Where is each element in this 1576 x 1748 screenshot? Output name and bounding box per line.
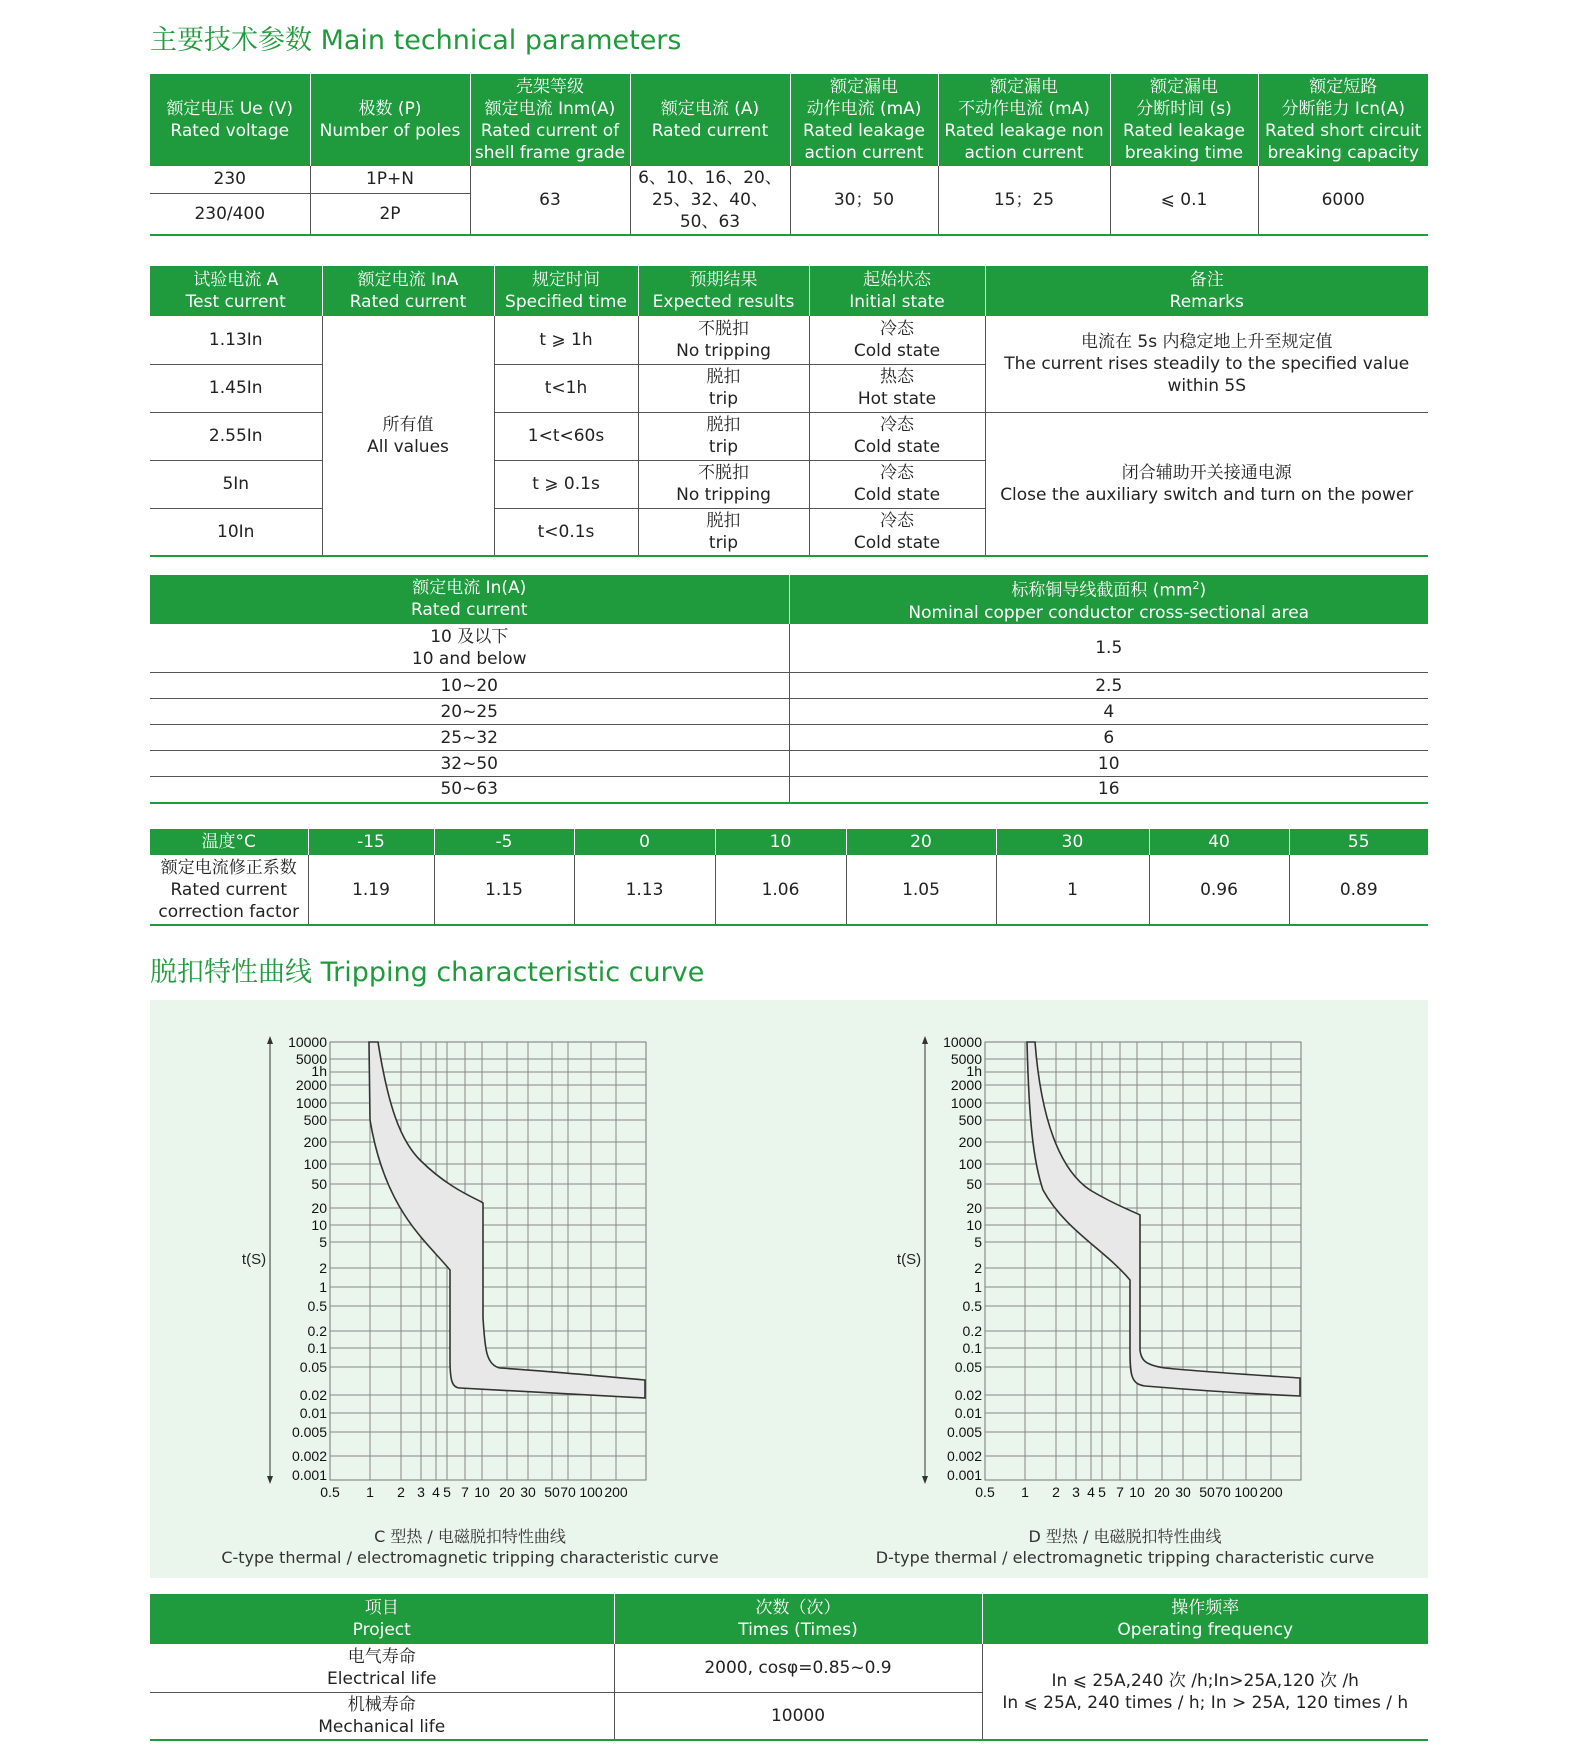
header-test-current: 试验电流 A Test current	[150, 266, 322, 316]
header-operating-frequency: 操作频率 Operating frequency	[982, 1594, 1428, 1644]
header-times: 次数（次） Times (Times)	[614, 1594, 982, 1644]
area-cell: 1.5	[789, 624, 1428, 673]
temp-cell: 40	[1149, 829, 1289, 855]
test-current-cell: 2.55In	[150, 412, 322, 460]
x-tick: 2	[1052, 1484, 1060, 1500]
y-tick: 2	[319, 1260, 327, 1276]
current-range-cell: 10 及以下 10 and below	[150, 624, 789, 673]
x-tick: 70	[560, 1484, 576, 1500]
area-cell: 6	[789, 725, 1428, 751]
y-tick: 0.001	[291, 1467, 327, 1483]
y-tick: 0.5	[307, 1298, 327, 1314]
header-rated-current: 额定电流 (A) Rated current	[630, 74, 790, 166]
x-tick: 1	[1021, 1484, 1029, 1500]
main-parameters-table	[150, 74, 1428, 236]
x-tick: 50	[1199, 1484, 1215, 1500]
x-tick: 70	[1215, 1484, 1231, 1500]
x-tick: 2	[397, 1484, 405, 1500]
y-tick: 1	[319, 1279, 327, 1295]
y-tick: 2000	[950, 1077, 982, 1093]
y-axis-label: t(S)	[896, 1251, 922, 1268]
tripping-curve-panel	[150, 1000, 1428, 1578]
rated-current-all-cell: 所有值 All values	[322, 316, 494, 556]
x-tick: 7	[1116, 1484, 1124, 1500]
header-specified-time: 规定时间 Specified time	[494, 266, 638, 316]
poles-cell: 1P+N	[310, 166, 470, 193]
y-tick: 2000	[295, 1077, 327, 1093]
y-axis-label: t(S)	[241, 1251, 267, 1268]
header-rated-current: 额定电流 InA Rated current	[322, 266, 494, 316]
expected-result-cell: 不脱扣 No tripping	[638, 460, 809, 508]
y-tick: 0.02	[954, 1387, 982, 1403]
y-tick: 0.1	[962, 1340, 982, 1356]
y-tick: 500	[303, 1112, 327, 1128]
y-tick: 5	[319, 1234, 327, 1250]
y-tick: 10	[311, 1217, 327, 1233]
y-tick: 0.005	[946, 1424, 982, 1440]
header-frame-current: 壳架等级 额定电流 Inm(A) Rated current of shell frame grade	[470, 74, 630, 166]
life-table	[150, 1594, 1428, 1741]
test-current-cell: 5In	[150, 460, 322, 508]
x-tick: 30	[520, 1484, 536, 1500]
factor-cell: 1.06	[715, 855, 846, 925]
factor-cell: 1	[996, 855, 1149, 925]
y-tick: 0.05	[299, 1359, 327, 1375]
x-tick: 4	[432, 1484, 440, 1500]
temp-cell: -5	[434, 829, 574, 855]
current-range-cell: 20~25	[150, 699, 789, 725]
y-tick: 0.005	[291, 1424, 327, 1440]
x-tick: 10	[1129, 1484, 1145, 1500]
y-tick-labels	[943, 1034, 982, 1483]
area-cell: 2.5	[789, 673, 1428, 699]
x-tick: 7	[461, 1484, 469, 1500]
y-tick: 0.01	[954, 1405, 982, 1421]
arrow-up-icon	[922, 1036, 928, 1044]
y-tick: 2	[974, 1260, 982, 1276]
remark-cell: 闭合辅助开关接通电源 Close the auxiliary switch and turn on the power	[985, 412, 1428, 556]
header-expected-results: 预期结果 Expected results	[638, 266, 809, 316]
temp-cell: 55	[1289, 829, 1428, 855]
y-tick: 0.05	[954, 1359, 982, 1375]
correction-factor-table	[150, 829, 1428, 926]
mechanical-life-cell: 机械寿命 Mechanical life	[150, 1692, 614, 1740]
temp-cell: 10	[715, 829, 846, 855]
y-tick: 100	[958, 1156, 982, 1172]
y-tick: 20	[311, 1200, 327, 1216]
x-tick: 3	[1072, 1484, 1080, 1500]
y-tick: 200	[303, 1134, 327, 1150]
factor-cell: 0.89	[1289, 855, 1428, 925]
short-circuit-cell: 6000	[1258, 166, 1428, 235]
y-tick: 0.2	[307, 1323, 327, 1339]
current-range-cell: 25~32	[150, 725, 789, 751]
expected-result-cell: 不脱扣 No tripping	[638, 316, 809, 364]
y-tick: 1h	[966, 1063, 982, 1079]
y-tick: 20	[966, 1200, 982, 1216]
x-tick: 5	[443, 1484, 451, 1500]
y-tick: 50	[311, 1176, 327, 1192]
x-tick: 200	[604, 1484, 628, 1500]
y-tick: 200	[958, 1134, 982, 1150]
area-cell: 4	[789, 699, 1428, 725]
y-tick: 0.5	[962, 1298, 982, 1314]
arrow-down-icon	[267, 1476, 273, 1484]
remark-cell: 电流在 5s 内稳定地上升至规定值 The current rises steadily to the specified value within 5S	[985, 316, 1428, 412]
frame-current-cell: 63	[470, 166, 630, 235]
initial-state-cell: 冷态 Cold state	[809, 316, 985, 364]
initial-state-cell: 热态 Hot state	[809, 364, 985, 412]
x-tick: 4	[1087, 1484, 1095, 1500]
test-current-cell: 1.13In	[150, 316, 322, 364]
header-rated-voltage: 额定电压 Ue (V) Rated voltage	[150, 74, 310, 166]
current-range-cell: 50~63	[150, 777, 789, 803]
specified-time-cell: t ⩾ 1h	[494, 316, 638, 364]
header-leakage-non-action: 额定漏电 不动作电流 (mA) Rated leakage non action current	[938, 74, 1110, 166]
x-tick-labels	[320, 1484, 628, 1500]
section-title-main-parameters: 主要技术参数 Main technical parameters	[150, 25, 682, 56]
factor-cell: 1.15	[434, 855, 574, 925]
factor-cell: 1.13	[574, 855, 715, 925]
y-tick: 1h	[311, 1063, 327, 1079]
current-range-cell: 10~20	[150, 673, 789, 699]
x-tick: 0.5	[320, 1484, 340, 1500]
expected-result-cell: 脱扣 trip	[638, 508, 809, 556]
y-tick: 50	[966, 1176, 982, 1192]
rated-current-cell: 6、10、16、20、 25、32、40、 50、63	[630, 166, 790, 235]
c-type-caption: C 型热 / 电磁脱扣特性曲线 C-type thermal / electromagnetic tripping characteristic curve	[221, 1527, 719, 1567]
header-poles: 极数 (P) Number of poles	[310, 74, 470, 166]
temp-cell: 30	[996, 829, 1149, 855]
x-tick: 10	[474, 1484, 490, 1500]
arrow-down-icon	[922, 1476, 928, 1484]
conductor-area-table	[150, 575, 1428, 804]
test-current-cell: 1.45In	[150, 364, 322, 412]
factor-label-cell: 额定电流修正系数 Rated current correction factor	[150, 855, 308, 925]
test-current-cell: 10In	[150, 508, 322, 556]
y-tick: 0.1	[307, 1340, 327, 1356]
y-tick-labels	[288, 1034, 327, 1483]
expected-result-cell: 脱扣 trip	[638, 412, 809, 460]
temp-cell: -15	[308, 829, 434, 855]
y-tick: 5000	[295, 1051, 327, 1067]
y-tick: 0.002	[946, 1448, 982, 1464]
x-tick-labels	[975, 1484, 1283, 1500]
header-leakage-time: 额定漏电 分断时间 (s) Rated leakage breaking time	[1110, 74, 1258, 166]
specified-time-cell: t<0.1s	[494, 508, 638, 556]
test-current-table	[150, 266, 1428, 557]
initial-state-cell: 冷态 Cold state	[809, 412, 985, 460]
arrow-up-icon	[267, 1036, 273, 1044]
voltage-cell: 230/400	[150, 193, 310, 235]
specified-time-cell: 1<t<60s	[494, 412, 638, 460]
specified-time-cell: t<1h	[494, 364, 638, 412]
y-tick: 0.02	[299, 1387, 327, 1403]
y-tick: 0.001	[946, 1467, 982, 1483]
factor-cell: 1.19	[308, 855, 434, 925]
y-tick: 1	[974, 1279, 982, 1295]
x-tick: 5	[1098, 1484, 1106, 1500]
y-tick: 500	[958, 1112, 982, 1128]
c-type-curve-chart	[150, 1020, 750, 1520]
frequency-cell: In ⩽ 25A,240 次 /h;In>25A,120 次 /h In ⩽ 25A, 240 times / h; In > 25A, 120 times / h	[982, 1644, 1428, 1740]
header-short-circuit: 额定短路 分断能力 Icn(A) Rated short circuit breaking capacity	[1258, 74, 1428, 166]
temp-cell: 20	[846, 829, 996, 855]
d-type-curve-chart	[805, 1020, 1405, 1520]
x-tick: 50	[544, 1484, 560, 1500]
header-conductor-area: 标称铜导线截面积 $(mm^2)$ Nominal copper conductor cross-sectional area	[789, 575, 1428, 624]
factor-cell: 1.05	[846, 855, 996, 925]
header-temperature: 温度°C	[150, 829, 308, 855]
mechanical-times-cell: 10000	[614, 1692, 982, 1740]
x-tick: 0.5	[975, 1484, 995, 1500]
d-curve-band	[1027, 1042, 1300, 1396]
y-tick: 0.002	[291, 1448, 327, 1464]
x-tick: 100	[1234, 1484, 1258, 1500]
header-initial-state: 起始状态 Initial state	[809, 266, 985, 316]
area-cell: 10	[789, 751, 1428, 777]
y-tick: 0.2	[962, 1323, 982, 1339]
y-tick: 100	[303, 1156, 327, 1172]
x-tick: 20	[1154, 1484, 1170, 1500]
electrical-times-cell: 2000, cosφ=0.85~0.9	[614, 1644, 982, 1692]
x-tick: 3	[417, 1484, 425, 1500]
header-rated-current: 额定电流 In(A) Rated current	[150, 575, 789, 624]
y-tick: 1000	[295, 1095, 327, 1111]
x-tick: 200	[1259, 1484, 1283, 1500]
specified-time-cell: t ⩾ 0.1s	[494, 460, 638, 508]
electrical-life-cell: 电气寿命 Electrical life	[150, 1644, 614, 1692]
x-tick: 100	[579, 1484, 603, 1500]
d-type-caption: D 型热 / 电磁脱扣特性曲线 D-type thermal / electromagnetic tripping characteristic curve	[875, 1527, 1375, 1567]
factor-cell: 0.96	[1149, 855, 1289, 925]
poles-cell: 2P	[310, 193, 470, 235]
y-tick: 5	[974, 1234, 982, 1250]
x-tick: 1	[366, 1484, 374, 1500]
x-tick: 20	[499, 1484, 515, 1500]
section-title-tripping-curve: 脱扣特性曲线 Tripping characteristic curve	[150, 957, 705, 988]
header-project: 项目 Project	[150, 1594, 614, 1644]
voltage-cell: 230	[150, 166, 310, 193]
initial-state-cell: 冷态 Cold state	[809, 460, 985, 508]
y-tick: 10000	[943, 1034, 982, 1050]
current-range-cell: 32~50	[150, 751, 789, 777]
y-tick: 0.01	[299, 1405, 327, 1421]
expected-result-cell: 脱扣 trip	[638, 364, 809, 412]
y-tick: 1000	[950, 1095, 982, 1111]
y-tick: 10	[966, 1217, 982, 1233]
area-cell: 16	[789, 777, 1428, 803]
temp-cell: 0	[574, 829, 715, 855]
y-tick: 10000	[288, 1034, 327, 1050]
leak-time-cell: ⩽ 0.1	[1110, 166, 1258, 235]
leak-non-action-cell: 15；25	[938, 166, 1110, 235]
header-leakage-action: 额定漏电 动作电流 (mA) Rated leakage action current	[790, 74, 938, 166]
initial-state-cell: 冷态 Cold state	[809, 508, 985, 556]
x-tick: 30	[1175, 1484, 1191, 1500]
leak-action-cell: 30；50	[790, 166, 938, 235]
y-tick: 5000	[950, 1051, 982, 1067]
header-remarks: 备注 Remarks	[985, 266, 1428, 316]
